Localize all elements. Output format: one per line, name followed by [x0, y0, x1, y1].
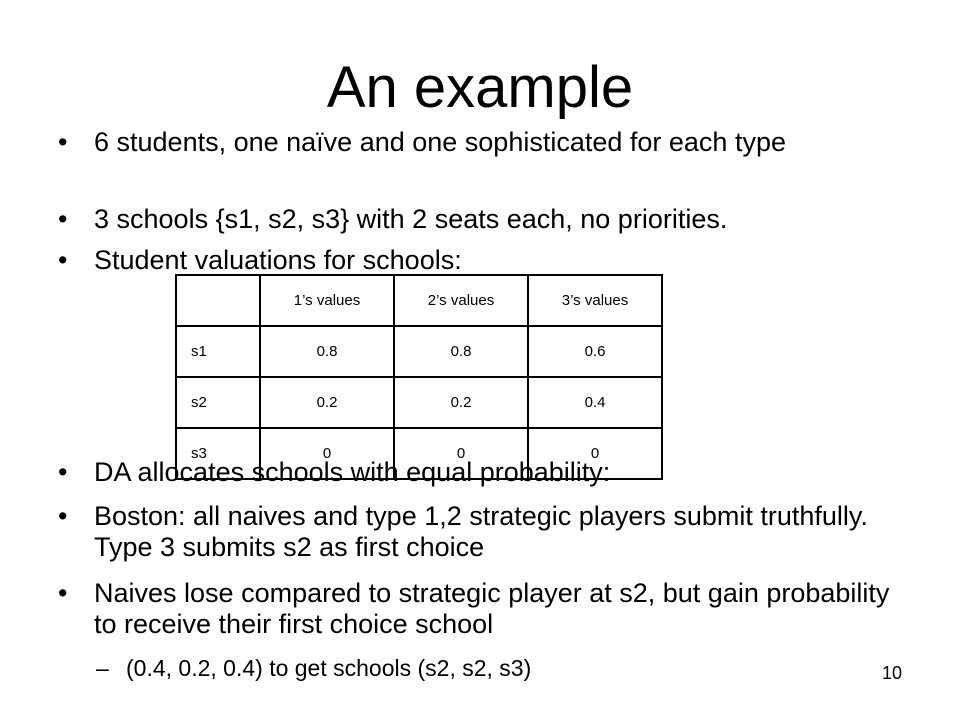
- column-header: 3’s values: [528, 275, 662, 326]
- table-corner-cell: [176, 275, 260, 326]
- sub-bullet-item: [96, 654, 796, 682]
- bullet-marker: •: [58, 457, 68, 487]
- table-cell: 0.2: [260, 377, 394, 428]
- valuations-table: [175, 274, 663, 480]
- table-cell: 0.2: [394, 377, 528, 428]
- bullet-marker: •: [58, 127, 68, 157]
- table-row: [176, 377, 662, 428]
- row-label: s3: [176, 428, 260, 479]
- bullet-text: Student valuations for schools:: [94, 245, 462, 275]
- bullet-item: [58, 245, 898, 276]
- column-header: 1’s values: [260, 275, 394, 326]
- bullet-text: Naives lose compared to strategic player at s2, but gain probability to receive their first choice school: [94, 578, 890, 639]
- table-cell: 0.8: [394, 326, 528, 377]
- table-cell: 0.8: [260, 326, 394, 377]
- table-cell: 0: [260, 428, 394, 479]
- table-cell: 0: [528, 428, 662, 479]
- bullet-item: [58, 204, 898, 235]
- bullet-item: [58, 501, 898, 563]
- bullet-marker: •: [58, 578, 68, 608]
- bullet-marker: •: [58, 204, 68, 234]
- bullet-item: [58, 457, 898, 488]
- row-label: s1: [176, 326, 260, 377]
- bullet-marker: •: [58, 245, 68, 275]
- bullet-text: 3 schools {s1, s2, s3} with 2 seats each, no priorities.: [94, 204, 728, 234]
- column-header: 2’s values: [394, 275, 528, 326]
- bullet-text: 6 students, one naïve and one sophisticated for each type: [94, 127, 786, 157]
- slide-title: An example: [326, 55, 634, 120]
- table-cell: 0: [394, 428, 528, 479]
- sub-bullet-marker: –: [96, 655, 109, 681]
- bullet-text: DA allocates schools with equal probability:: [94, 457, 611, 487]
- table-cell: 0.6: [528, 326, 662, 377]
- bullet-item: [58, 578, 898, 640]
- row-label: s2: [176, 377, 260, 428]
- bullet-item: [58, 127, 898, 158]
- bullet-marker: •: [58, 501, 68, 531]
- page-number: 10: [881, 663, 902, 683]
- table-row: [176, 326, 662, 377]
- sub-bullet-text: (0.4, 0.2, 0.4) to get schools (s2, s2, s3): [126, 655, 532, 681]
- table-header-row: [176, 275, 662, 326]
- bullet-text: Boston: all naives and type 1,2 strategic players submit truthfully. Type 3 submits s2 as first choice: [94, 501, 868, 562]
- table-cell: 0.4: [528, 377, 662, 428]
